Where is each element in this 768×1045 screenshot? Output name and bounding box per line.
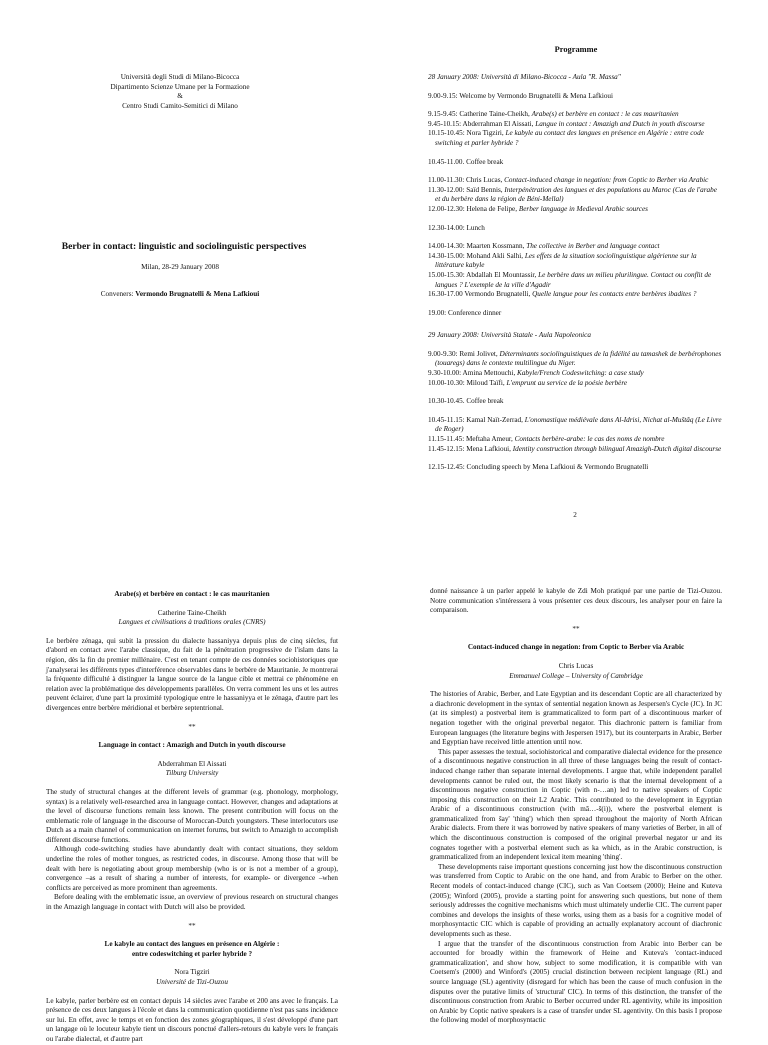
schedule-speaker: Mohand Akli Salhi,: [466, 251, 525, 260]
schedule-speaker: Concluding speech by Mena Lafkioui & Vermondo Brugnatelli: [466, 463, 649, 472]
schedule-talk-title: Identity construction through bilingual Amazigh-Dutch digital discourse: [512, 444, 722, 453]
schedule-item: [428, 205, 722, 215]
schedule-talk-title: Interpénétration des langues et des populations au Maroc (Cas de l'arabe et du berbère dans la région de Béni-Mellal): [435, 185, 717, 204]
schedule-item: [428, 110, 722, 120]
abstract-continuation: donné naissance à un parler appelé le kabyle de Zdi Moh pratiqué par une partie de Tizi-Ouzou. Notre communication s'intéressera à vous présenter ces deux discours, les analyser pour en faire la comparaison.: [430, 587, 722, 615]
abstract-title: Contact-induced change in negation: from Coptic to Berber via Arabic: [467, 643, 685, 652]
schedule-time: 10.30-10.45.: [428, 397, 467, 406]
schedule-speaker: Saïd Bennis,: [466, 185, 505, 194]
institution-line: Centro Studi Camito-Semitici di Milano: [122, 101, 238, 110]
separator: **: [188, 921, 196, 930]
abstract-paragraph: This paper assesses the textual, sociohistorical and comparative dialectal evidence for the presence of a discontinuous negative construction in all three of these languages being the result of contact-induced change rather than separate internal developments. I argue that, while independent parallel developments cannot be ruled out, the most likely scenario is that the internal development of a discontinuous negative construction in Coptic (with n-…an) led to native speakers of Coptic imposing this construction on their L2 Arabic. This contributed to the development in Egyptian Arabic of a discontinuous construction (with mā…-š(i)), where the postverbal element is grammaticalized from šay' 'thing') which then spread throughout the majority of North African Arabic dialects. From there it was borrowed by native speakers of many varieties of Berber, in all of which the discontinuous construction is composed of the original preverbal negator ur and its cognates together with a postverbal element such as ka which, as in the Arabic construction, is grammaticalized from an independent lexical item meaning 'thing'.: [430, 747, 722, 862]
abstract-affiliation: Université de Tizi-Ouzou: [156, 978, 228, 986]
schedule-item: [428, 416, 722, 435]
abstract-paragraph: I argue that the transfer of the discontinuous construction from Arabic into Berber can be accounted for broadly within the framework of Heine and Kuteva's 'contact-induced grammaticalization', and show how, subject to some modification, it is compatible with van Coetsem's (2000) and Winford's (2005) crucial distinction between recipient language (RL) and source language (SL) agentivity (disregard for which has been the cause of much confusion in the disputes over the putative limits of 'structural' CIC). In terms of this distinction, the transfer of the discontinuous construction from Arabic to Berber occurred under RL agentivity, while its imposition on Arabic by Coptic native speakers is a case of transfer under SL agentivity. On this basis I propose the following model of morphosyntactic: [430, 939, 722, 1025]
abstract-title: Arabe(s) et berbère en contact : le cas mauritanien: [114, 590, 270, 598]
schedule-time: 14.30-15.00:: [428, 251, 467, 260]
schedule-speaker: Conference dinner: [447, 308, 502, 317]
schedule-item: [428, 92, 722, 102]
schedule-item: [428, 309, 722, 319]
institution-block: [60, 73, 300, 111]
programme-block: [428, 73, 722, 473]
schedule-time: 9.15-9.45:: [428, 110, 460, 119]
conveners-line: [40, 290, 320, 300]
abstract-author: Nora Tigziri: [174, 968, 210, 977]
abstract-affiliation: Emmanuel College – University of Cambridge: [509, 671, 643, 680]
day2-title: 29 January 2008: Università Statale - Aula Napoleonica: [428, 331, 591, 340]
schedule-speaker: Abdallah El Mountassir,: [466, 270, 539, 279]
abstract-body: Le berbère zénaga, qui subit la pression du dialecte hassaniyya depuis plus de cinq siècles, fut d'abord en contact avec l'arabe classique, du fait de la pénétration progressive de l'islam dans la région, dès la fin du premier millénaire. C'est en tenant compte de ces données sociohistoriques que j'analyserai les différents types d'interférence observables dans le berbère de Mauritanie. Je montrerai la fréquente difficulté à distinguer la langue source de la langue cible et mettrai ce phénomène en relation avec la problématique des développements parallèles. On verra comment les uns et les autres peuvent éclairer, d'une part la proximité typologique entre le hassaniyya et le zénaga, d'autre part les divergences entre berbère méridional et berbère septentrional.: [46, 636, 338, 712]
schedule-speaker: Kamal Naït-Zerrad,: [466, 415, 525, 424]
abstract-paragraph: The histories of Arabic, Berber, and Late Egyptian and its descendant Coptic are all characterized by a diachronic development in the syntax of sentential negation known as Jespersen's Cycle (JC). In JC (at its simplest) a postverbal item is grammaticalized to form part of a discontinuous marker of negation together with the original preverbal negator. This diachronic pattern is familiar from European languages (the literature begins with Jespersen 1917), but its counterparts in Arabic, Berber and Egyptian have received little attention until now.: [430, 690, 723, 747]
schedule-speaker: Amina Mettouchi,: [462, 369, 518, 378]
schedule-time: 10.45-11.15:: [428, 415, 467, 424]
abstract-paragraph: Before dealing with the emblematic issue, an overview of previous research on structural changes in the Amazigh language in contact with Dutch will also be provided.: [46, 893, 338, 912]
institution-line: &: [177, 92, 183, 101]
schedule-talk-title: Contact-induced change in negation: from Coptic to Berber via Arabic: [504, 176, 709, 185]
day1-schedule: [428, 92, 722, 319]
schedule-time: 10.00-10.30:: [428, 378, 467, 387]
schedule-time: 10.15-10.45:: [428, 129, 467, 138]
schedule-talk-title: Le berbère dans un milieu plurilingue. Contact ou conflit de langues ? L'exemple de la ville d'Agadir: [435, 270, 712, 289]
institution-line: Dipartimento Scienze Umane per la Formazione: [110, 82, 250, 91]
institution-line: Università degli Studi di Milano-Bicocca: [120, 73, 240, 81]
abstract-paragraph: The study of structural changes at the different levels of grammar (e.g. phonology, morphology, syntax) is a relatively well-researched area in language contact. However, changes and adaptations at the level of discourse functions remain less known. The present contribution will focus on the emblematic role of language in the discourse of Moroccan-Dutch youngsters. These interlocutors use Dutch as a main channel of communication on internet forums, but switch to Amazigh to accomplish different discourse functions.: [46, 787, 338, 844]
schedule-time: 16.30-17.00: [428, 290, 465, 299]
schedule-time: 11.15-11.45:: [428, 435, 466, 444]
schedule-speaker: Remi Jolivet,: [459, 349, 500, 358]
schedule-time: 11.45-12.15:: [428, 444, 467, 453]
day1-title: 28 January 2008: Università di Milano-Bicocca - Aula "R. Massa": [428, 73, 621, 81]
schedule-speaker: Meftaha Ameur,: [466, 435, 515, 444]
separator: **: [572, 624, 580, 633]
bottom-right-column: [430, 587, 722, 1026]
abstract-title-line: Le kabyle au contact des langues en présence en Algérie :: [104, 940, 280, 949]
abstract-title-line: entre codeswitching et parler hybride ?: [131, 949, 253, 958]
schedule-talk-title: Le kabyle au contact des langues en présence en Algérie : entre code switching et parler hybride ?: [435, 129, 704, 147]
schedule-item: [428, 224, 722, 234]
schedule-talk-title: Déterminants sociolinguistiques de la fidélité au tamashek de berbérophones (touaregs) dans le contexte multilingue du Niger.: [435, 349, 722, 368]
schedule-item: [428, 463, 722, 473]
schedule-talk-title: L'onomastique médiévale dans Al-Idrisi, Nichat al-Muštâq (Le Livre de Roger): [435, 415, 722, 434]
abstract-body: Le kabyle, parler berbère est en contact depuis 14 siècles avec l'arabe et 200 ans avec le français. La présence de ces deux langues à l'école et dans la communication quotidienne n'est pas sans incidence sur lui. En effet, avec le temps et en fonction des zones géographiques, il s'est développé d'une part un langage où le locuteur kabyle tient un discours ponctué d'allers-retours du kabyle vers le français ou l'arabe dialectal, et d'autre part: [46, 996, 338, 1043]
page-number: 2: [573, 511, 577, 519]
schedule-item: [428, 369, 722, 379]
schedule-item: [428, 252, 722, 271]
conveners-label: Conveners:: [100, 290, 136, 298]
schedule-time: 12.15-12.45:: [428, 463, 467, 472]
abstract-author: Chris Lucas: [558, 661, 594, 670]
schedule-time: 14.00-14.30:: [428, 242, 467, 251]
schedule-item: [428, 242, 722, 252]
schedule-time: 9.30-10.00:: [428, 369, 463, 378]
conference-title: Berber in contact: linguistic and sociolinguistic perspectives: [61, 241, 307, 252]
schedule-speaker: Catherine Taine-Cheikh,: [459, 110, 532, 119]
day2-schedule: [428, 350, 722, 473]
conveners-names: Vermondo Brugnatelli & Mena Lafkioui: [135, 290, 260, 298]
schedule-talk-title: Berber language in Medieval Arabic sources: [518, 204, 648, 213]
schedule-item: [428, 290, 722, 300]
schedule-speaker: Coffee break: [466, 157, 504, 166]
schedule-talk-title: Langue in contact : Amazigh and Dutch in youth discourse: [535, 119, 705, 128]
schedule-speaker: Welcome by Vermondo Brugnatelli & Mena Lafkioui: [459, 91, 613, 100]
schedule-speaker: Chris Lucas,: [466, 176, 505, 185]
schedule-talk-title: Quelle langue pour les contacts entre berbères ibadites ?: [532, 290, 697, 299]
schedule-item: [428, 129, 722, 148]
schedule-speaker: Maarten Kossmann,: [466, 242, 527, 251]
schedule-speaker: Abderrahman El Aissati,: [462, 119, 536, 128]
abstract-title: Language in contact : Amazigh and Dutch in youth discourse: [98, 741, 286, 750]
abstract-author: Catherine Taine-Cheikh: [157, 608, 227, 617]
abstract-paragraph: These developments raise important questions concerning just how the discontinuous construction was transferred from Coptic to Arabic on the one hand, and from Arabic to Berber on the other. Recent models of contact-induced change (CIC), such as Van Coetsem (2000); Heine and Kuteva (2005); Winford (2005), provide a starting point for answering such questions, but none of them seriously addresses the cognitive mechanisms which must ultimately underlie CIC. The current paper combines and develops the insights of these works, using them as a basis for a cognitive model of morphosyntactic CIC which is capable of providing an actually explanatory account of diachronic developments such as these.: [430, 862, 722, 938]
schedule-item: [428, 445, 722, 455]
schedule-speaker: Nora Tigziri,: [466, 129, 506, 138]
abstract-affiliation: Langues et civilisations à traditions orales (CNRS): [118, 618, 266, 627]
schedule-time: 9.00-9.30:: [428, 349, 460, 358]
schedule-item: [428, 176, 722, 186]
schedule-item: [428, 379, 722, 389]
schedule-item: [428, 397, 722, 407]
schedule-talk-title: The collective in Berber and language contact: [526, 242, 660, 251]
schedule-speaker: Coffee break: [466, 397, 504, 406]
schedule-time: 12.30-14.00:: [428, 223, 467, 232]
schedule-item: [428, 186, 722, 205]
schedule-speaker: Mena Lafkioui,: [466, 444, 513, 453]
schedule-talk-title: Arabe(s) et berbère en contact : le cas mauritanien: [531, 110, 679, 119]
schedule-item: [428, 271, 722, 290]
abstract-affiliation: Tilburg University: [165, 769, 219, 778]
schedule-time: 10.45-11.00.: [428, 157, 467, 166]
schedule-speaker: Miloud Taïfi,: [466, 378, 507, 387]
schedule-speaker: Helena de Felipe,: [466, 204, 519, 213]
schedule-time: 9.00-9.15:: [428, 91, 460, 100]
schedule-item: [428, 350, 722, 369]
schedule-item: [428, 158, 722, 168]
schedule-talk-title: Contacts berbère-arabe: le cas des noms de nombre: [514, 435, 665, 444]
schedule-time: 9.45-10.15:: [428, 119, 463, 128]
separator: **: [188, 722, 196, 731]
schedule-talk-title: Les effets de la situation sociolinguistique algérienne sur la littérature kabyle: [435, 251, 697, 270]
schedule-time: 11.30-12.00:: [428, 185, 467, 194]
schedule-time: 12.00-12.30:: [428, 204, 467, 213]
schedule-time: 15.00-15.30:: [428, 270, 467, 279]
bottom-left-column: [46, 590, 338, 1045]
abstract-author: Abderrahman El Aissati: [157, 759, 227, 768]
schedule-item: [428, 120, 722, 130]
abstract-paragraph: Although code-switching studies have abundantly dealt with contact situations, they seldom underline the roles of mother tongues, as restricted codes, in discourse. Among those that will be dealt with here is negotiating about group membership (who is or is not a member of a group), convergence –as a result of sharing a number of interests, for example- or divergence –when conflicts are perceived as more prominent than agreements.: [46, 845, 338, 892]
schedule-speaker: Lunch: [466, 223, 485, 232]
place-date: Milan, 28-29 January 2008: [141, 263, 219, 271]
schedule-time: 11.00-11.30:: [428, 176, 466, 185]
schedule-time: 19.00:: [428, 308, 448, 317]
schedule-talk-title: Kabyle/French Codeswitching: a case study: [517, 369, 644, 378]
schedule-speaker: Vermondo Brugnatelli,: [464, 290, 533, 299]
programme-heading: Programme: [554, 45, 598, 54]
schedule-talk-title: L'emprunt au service de la poésie berbère: [506, 378, 628, 387]
schedule-item: [428, 435, 722, 445]
